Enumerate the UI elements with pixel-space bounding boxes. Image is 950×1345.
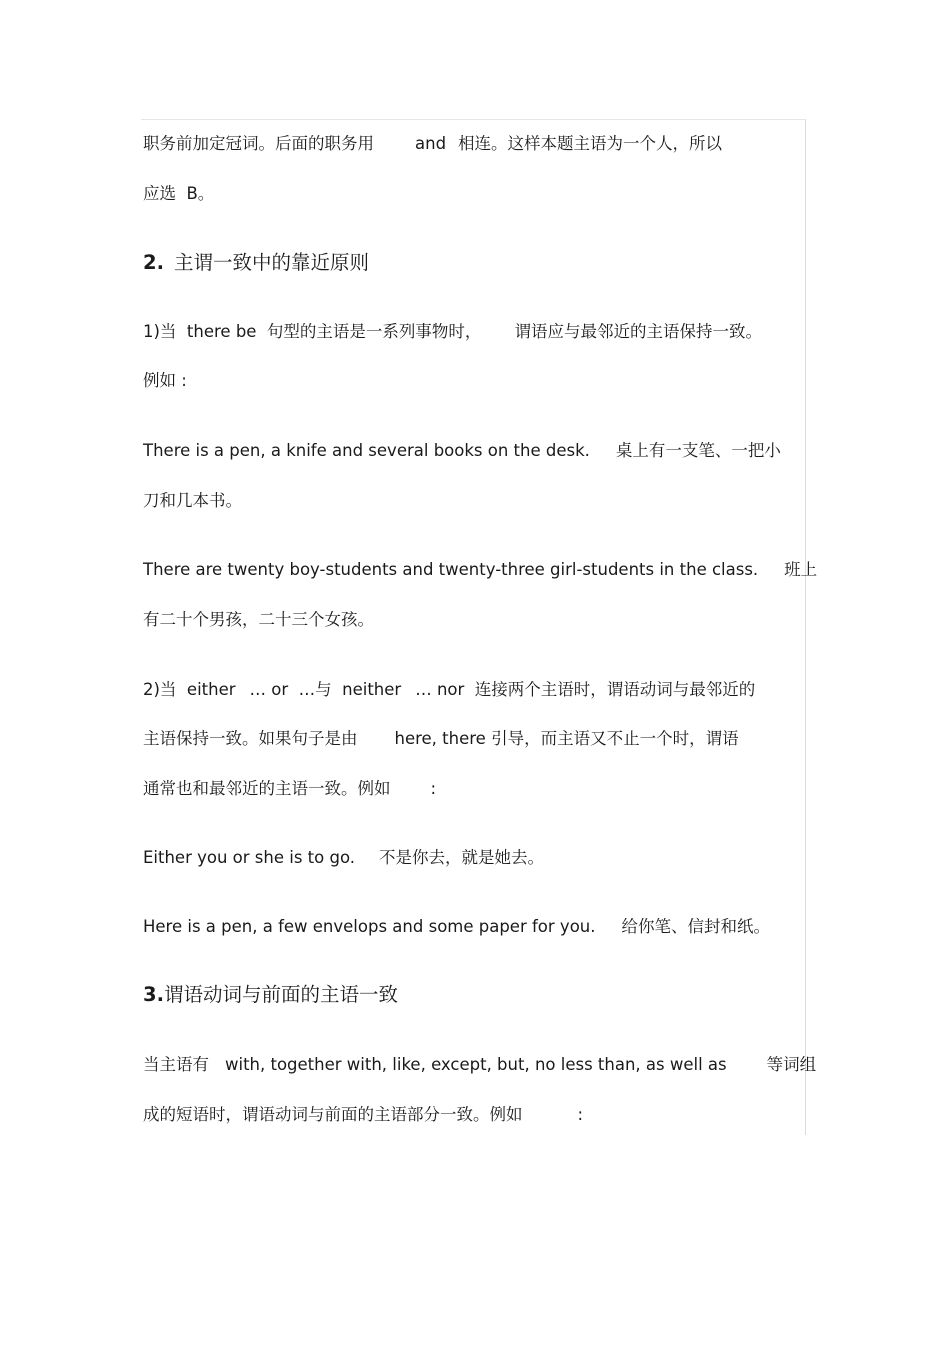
rule-1-line-2: 例如 : — [143, 371, 187, 390]
example-2-line-1: There are twenty boy-students and twenty-three girl-students in the class. 班上 — [143, 560, 818, 579]
example-1-line-1: There is a pen, a knife and several books on the desk. 桌上有一支笔、一把小 — [143, 441, 781, 460]
rule-2-line-1: 2)当 either … or …与 neither … nor 连接两个主语时，谓语动词与最邻近的 — [143, 680, 756, 699]
example-1-line-2: 刀和几本书。 — [143, 491, 242, 510]
section-2-heading: 2. 主谓一致中的靠近原则 — [143, 251, 369, 274]
example-2-line-2: 有二十个男孩，二十三个女孩。 — [143, 610, 374, 629]
section-3-heading: 3.谓语动词与前面的主语一致 — [143, 983, 398, 1006]
rule-2-line-3: 通常也和最邻近的主语一致。例如 : — [143, 779, 437, 798]
intro-line-1: 职务前加定冠词。后面的职务用 and 相连。这样本题主语为一个人，所以 — [143, 134, 723, 153]
rule-2-line-2: 主语保持一致。如果句子是由 here, there 引导，而主语又不止一个时，谓语 — [143, 729, 739, 748]
rule-3-line-2: 成的短语时，谓语动词与前面的主语部分一致。例如 : — [143, 1105, 584, 1124]
rule-1-line-1: 1)当 there be 句型的主语是一系列事物时， 谓语应与最邻近的主语保持一致。 — [143, 322, 762, 341]
example-4: Here is a pen, a few envelops and some paper for you. 给你笔、信封和纸。 — [143, 917, 770, 936]
intro-line-2: 应选 B。 — [143, 184, 215, 203]
example-3: Either you or she is to go. 不是你去，就是她去。 — [143, 848, 545, 867]
rule-3-line-1: 当主语有 with, together with, like, except, but, no less than, as well as 等词组 — [143, 1055, 817, 1074]
